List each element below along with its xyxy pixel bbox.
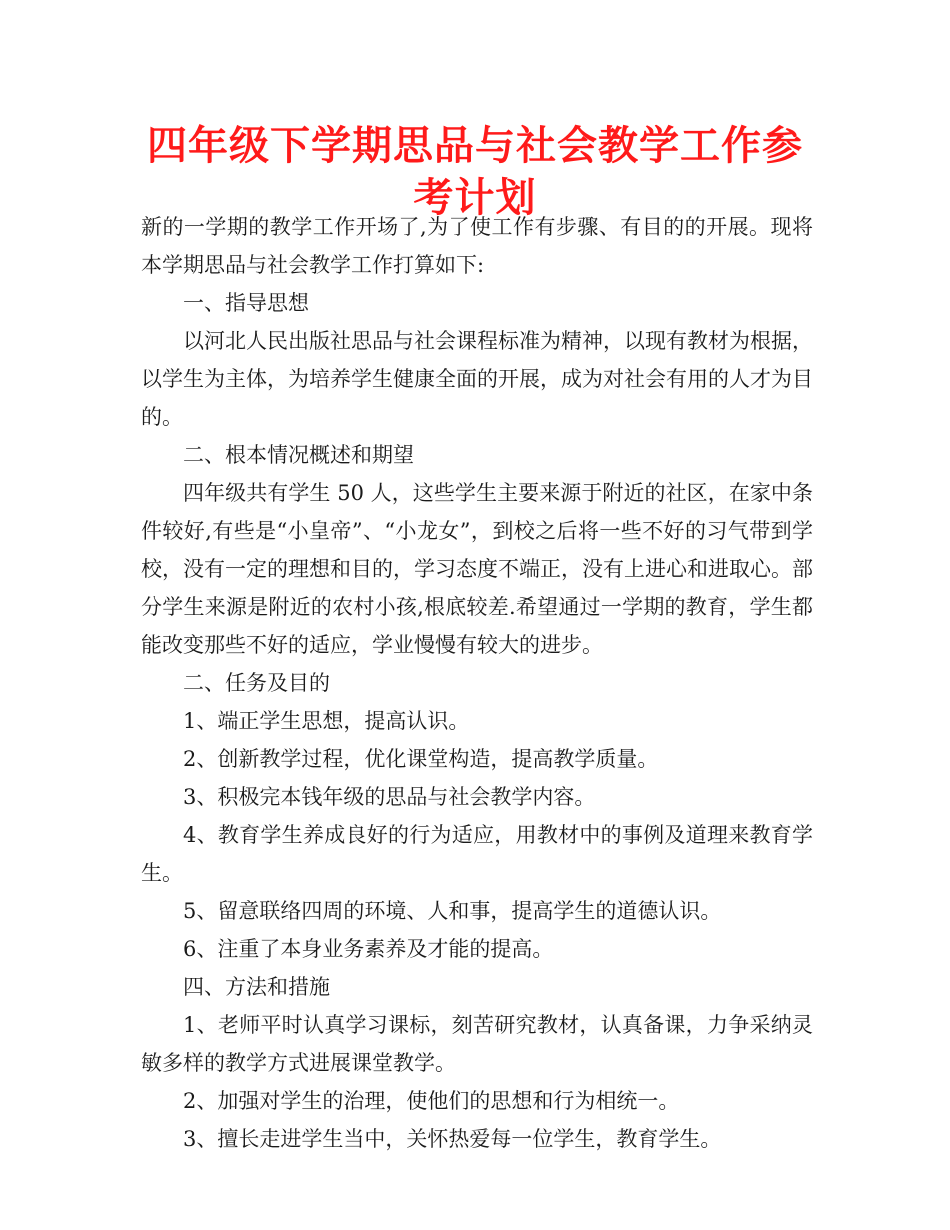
paragraph-guiding-thought: 以河北人民出版社思品与社会课程标准为精神，以现有教材为根据，以学生为主体，为培养学生健康全面的开展，成为对社会有用的人才为目的。 bbox=[141, 329, 813, 429]
document-body bbox=[141, 208, 813, 1158]
task-item-6: 6、注重了本身业务素养及才能的提高。 bbox=[183, 937, 554, 961]
section-heading-guiding-thought: 一、指导思想 bbox=[183, 291, 309, 315]
paragraph-basic-situation: 四年级共有学生 50 人，这些学生主要来源于附近的社区，在家中条件较好,有些是“小皇帝”、“小龙女”，到校之后将一些不好的习气带到学校，没有一定的理想和目的，学习态度不端正，没有上进心和进取心。部分学生来源是附近的农村小孩,根底较差.希望通过一学期的教育，学生都能改变那些不好的适应，学业慢慢有较大的进步。 bbox=[141, 481, 813, 657]
section-heading-tasks: 二、任务及目的 bbox=[183, 671, 330, 695]
method-item-1: 1、老师平时认真学习课标，刻苦研究教材，认真备课，力争采纳灵敏多样的教学方式进展课堂教学。 bbox=[141, 1013, 813, 1075]
document-title: 四年级下学期思品与社会教学工作参考计划 bbox=[147, 123, 803, 221]
section-heading-basic-situation: 二、根本情况概述和期望 bbox=[183, 443, 414, 467]
task-item-4: 4、教育学生养成良好的行为适应，用教材中的事例及道理来教育学生。 bbox=[141, 823, 813, 885]
task-item-5: 5、留意联络四周的环境、人和事，提高学生的道德认识。 bbox=[183, 899, 722, 923]
task-item-2: 2、创新教学过程，优化课堂构造，提高教学质量。 bbox=[183, 747, 659, 771]
method-item-3: 3、擅长走进学生当中，关怀热爱每一位学生，教育学生。 bbox=[183, 1127, 722, 1151]
section-heading-methods: 四、方法和措施 bbox=[183, 975, 330, 999]
task-item-3: 3、积极完本钱年级的思品与社会教学内容。 bbox=[183, 785, 596, 809]
intro-paragraph: 新的一学期的教学工作开场了,为了使工作有步骤、有目的的开展。现将本学期思品与社会教学工作打算如下: bbox=[141, 215, 813, 277]
task-item-1: 1、端正学生思想，提高认识。 bbox=[183, 709, 470, 733]
method-item-2: 2、加强对学生的治理，使他们的思想和行为相统一。 bbox=[183, 1089, 680, 1113]
